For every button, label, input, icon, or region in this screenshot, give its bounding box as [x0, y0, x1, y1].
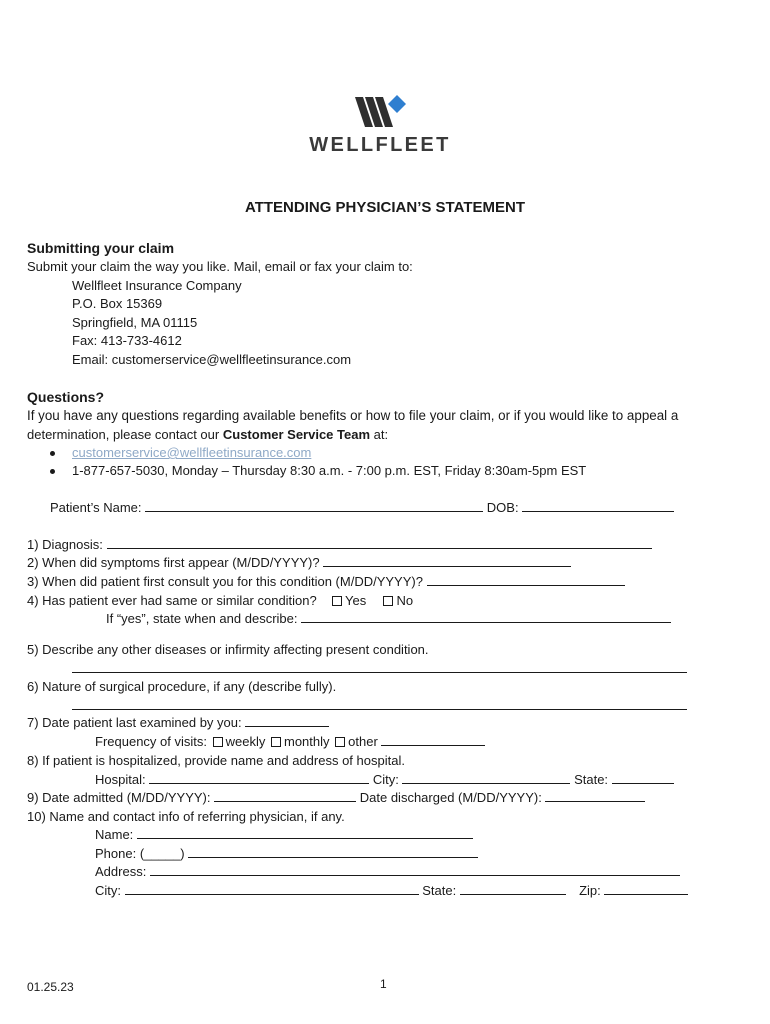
- q10-name-row: [95, 826, 473, 844]
- weekly-label: weekly: [225, 734, 266, 749]
- patient-name-row: [50, 499, 674, 517]
- q4-row: [27, 592, 413, 610]
- monthly-checkbox[interactable]: [271, 737, 281, 747]
- city-label: City:: [372, 772, 399, 787]
- q1-label: 1) Diagnosis:: [27, 537, 103, 552]
- page-number: 1: [380, 977, 387, 991]
- diagnosis-field[interactable]: [107, 536, 652, 549]
- revision-date: 01.25.23: [27, 980, 74, 994]
- questions-text: If you have any questions regarding available benefits or how to file your claim, or if you would like to appeal a: [27, 408, 679, 423]
- frequency-label: Frequency of visits:: [95, 734, 207, 749]
- q7-frequency-row: [95, 733, 485, 751]
- submit-intro: Submit your claim the way you like. Mail, email or fax your claim to:: [27, 259, 413, 274]
- address-line: P.O. Box 15369: [72, 296, 163, 311]
- weekly-checkbox[interactable]: [213, 737, 223, 747]
- physician-state-field[interactable]: [460, 882, 566, 895]
- other-checkbox[interactable]: [335, 737, 345, 747]
- discharged-label: Date discharged (M/DD/YYYY):: [359, 790, 542, 805]
- wellfleet-logo-icon: [355, 95, 407, 129]
- address-line: Springfield, MA 01115: [72, 315, 198, 330]
- questions-text-post: at:: [373, 427, 389, 442]
- dob-field[interactable]: [522, 499, 674, 512]
- q8-label: 8) If patient is hospitalized, provide name and address of hospital.: [27, 753, 405, 768]
- physician-zip-label: Zip:: [579, 883, 601, 898]
- dob-label: DOB:: [486, 500, 519, 515]
- q10-city-row: [95, 882, 688, 900]
- address-line: Fax: 413-733-4612: [72, 333, 182, 348]
- q6-field[interactable]: [72, 709, 687, 710]
- state-label: State:: [574, 772, 609, 787]
- q3-row: [27, 573, 625, 591]
- symptoms-date-field[interactable]: [323, 554, 571, 567]
- q10-phone-row: [95, 845, 478, 863]
- questions-text-2: [27, 426, 388, 444]
- q9-label: 9) Date admitted (M/DD/YYYY):: [27, 790, 211, 805]
- bullet-icon: [50, 469, 55, 474]
- phone-info: 1-877-657-5030, Monday – Thursday 8:30 a.m. - 7:00 p.m. EST, Friday 8:30am-5pm EST: [72, 463, 587, 478]
- physician-state-label: State:: [422, 883, 457, 898]
- q7-label: 7) Date patient last examined by you:: [27, 715, 242, 730]
- questions-text-pre: determination, please contact our: [27, 427, 220, 442]
- q7-row: [27, 714, 329, 732]
- q2-label: 2) When did symptoms first appear (M/DD/YYYY)?: [27, 555, 320, 570]
- other-label: other: [348, 734, 378, 749]
- physician-zip-field[interactable]: [604, 882, 688, 895]
- address-line: Email: customerservice@wellfleetinsurance.com: [72, 352, 352, 367]
- address-line: Wellfleet Insurance Company: [72, 278, 242, 293]
- other-frequency-field[interactable]: [381, 733, 485, 746]
- q4-if-row: [106, 610, 671, 628]
- bullet-icon: [50, 451, 55, 456]
- no-label: No: [396, 593, 414, 608]
- physician-name-field[interactable]: [137, 826, 473, 839]
- no-checkbox[interactable]: [383, 596, 393, 606]
- q2-row: [27, 554, 571, 572]
- q1-row: [27, 536, 652, 554]
- hospital-city-field[interactable]: [402, 771, 570, 784]
- q5-label: 5) Describe any other diseases or infirmity affecting present condition.: [27, 642, 429, 657]
- questions-heading: Questions?: [27, 389, 105, 405]
- hospital-state-field[interactable]: [612, 771, 674, 784]
- q5-field[interactable]: [72, 672, 687, 673]
- physician-city-label: City:: [95, 883, 121, 898]
- hospital-field[interactable]: [149, 771, 369, 784]
- physician-address-label: Address:: [95, 864, 147, 879]
- physician-city-field[interactable]: [125, 882, 419, 895]
- yes-label: Yes: [345, 593, 367, 608]
- patient-name-label: Patient’s Name:: [50, 500, 142, 515]
- q4-describe-field[interactable]: [301, 610, 671, 623]
- document-title: ATTENDING PHYSICIAN’S STATEMENT: [244, 199, 525, 216]
- patient-name-field[interactable]: [145, 499, 483, 512]
- physician-name-label: Name:: [95, 827, 134, 842]
- first-consult-date-field[interactable]: [427, 573, 625, 586]
- yes-checkbox[interactable]: [332, 596, 342, 606]
- customer-service-team: Customer Service Team: [222, 427, 371, 442]
- q10-address-row: [95, 863, 680, 881]
- physician-phone-field[interactable]: [188, 845, 478, 858]
- q4-label: 4) Has patient ever had same or similar condition?: [27, 593, 317, 608]
- q6-label: 6) Nature of surgical procedure, if any (describe fully).: [27, 679, 337, 694]
- last-examined-field[interactable]: [245, 714, 329, 727]
- physician-phone-label: Phone: (_____): [95, 846, 185, 861]
- brand-name: WELLFLEET: [309, 134, 451, 156]
- q10-label: 10) Name and contact info of referring physician, if any.: [27, 809, 345, 824]
- physician-address-field[interactable]: [150, 863, 680, 876]
- monthly-label: monthly: [284, 734, 330, 749]
- date-discharged-field[interactable]: [545, 789, 645, 802]
- email-link[interactable]: customerservice@wellfleetinsurance.com: [72, 445, 312, 460]
- submit-heading: Submitting your claim: [27, 240, 175, 256]
- q8-hospital-row: [95, 771, 674, 789]
- date-admitted-field[interactable]: [214, 789, 356, 802]
- q3-label: 3) When did patient first consult you for this condition (M/DD/YYYY)?: [27, 574, 423, 589]
- q9-row: [27, 789, 645, 807]
- hospital-label: Hospital:: [95, 772, 146, 787]
- q4-if-label: If “yes”, state when and describe:: [106, 611, 298, 626]
